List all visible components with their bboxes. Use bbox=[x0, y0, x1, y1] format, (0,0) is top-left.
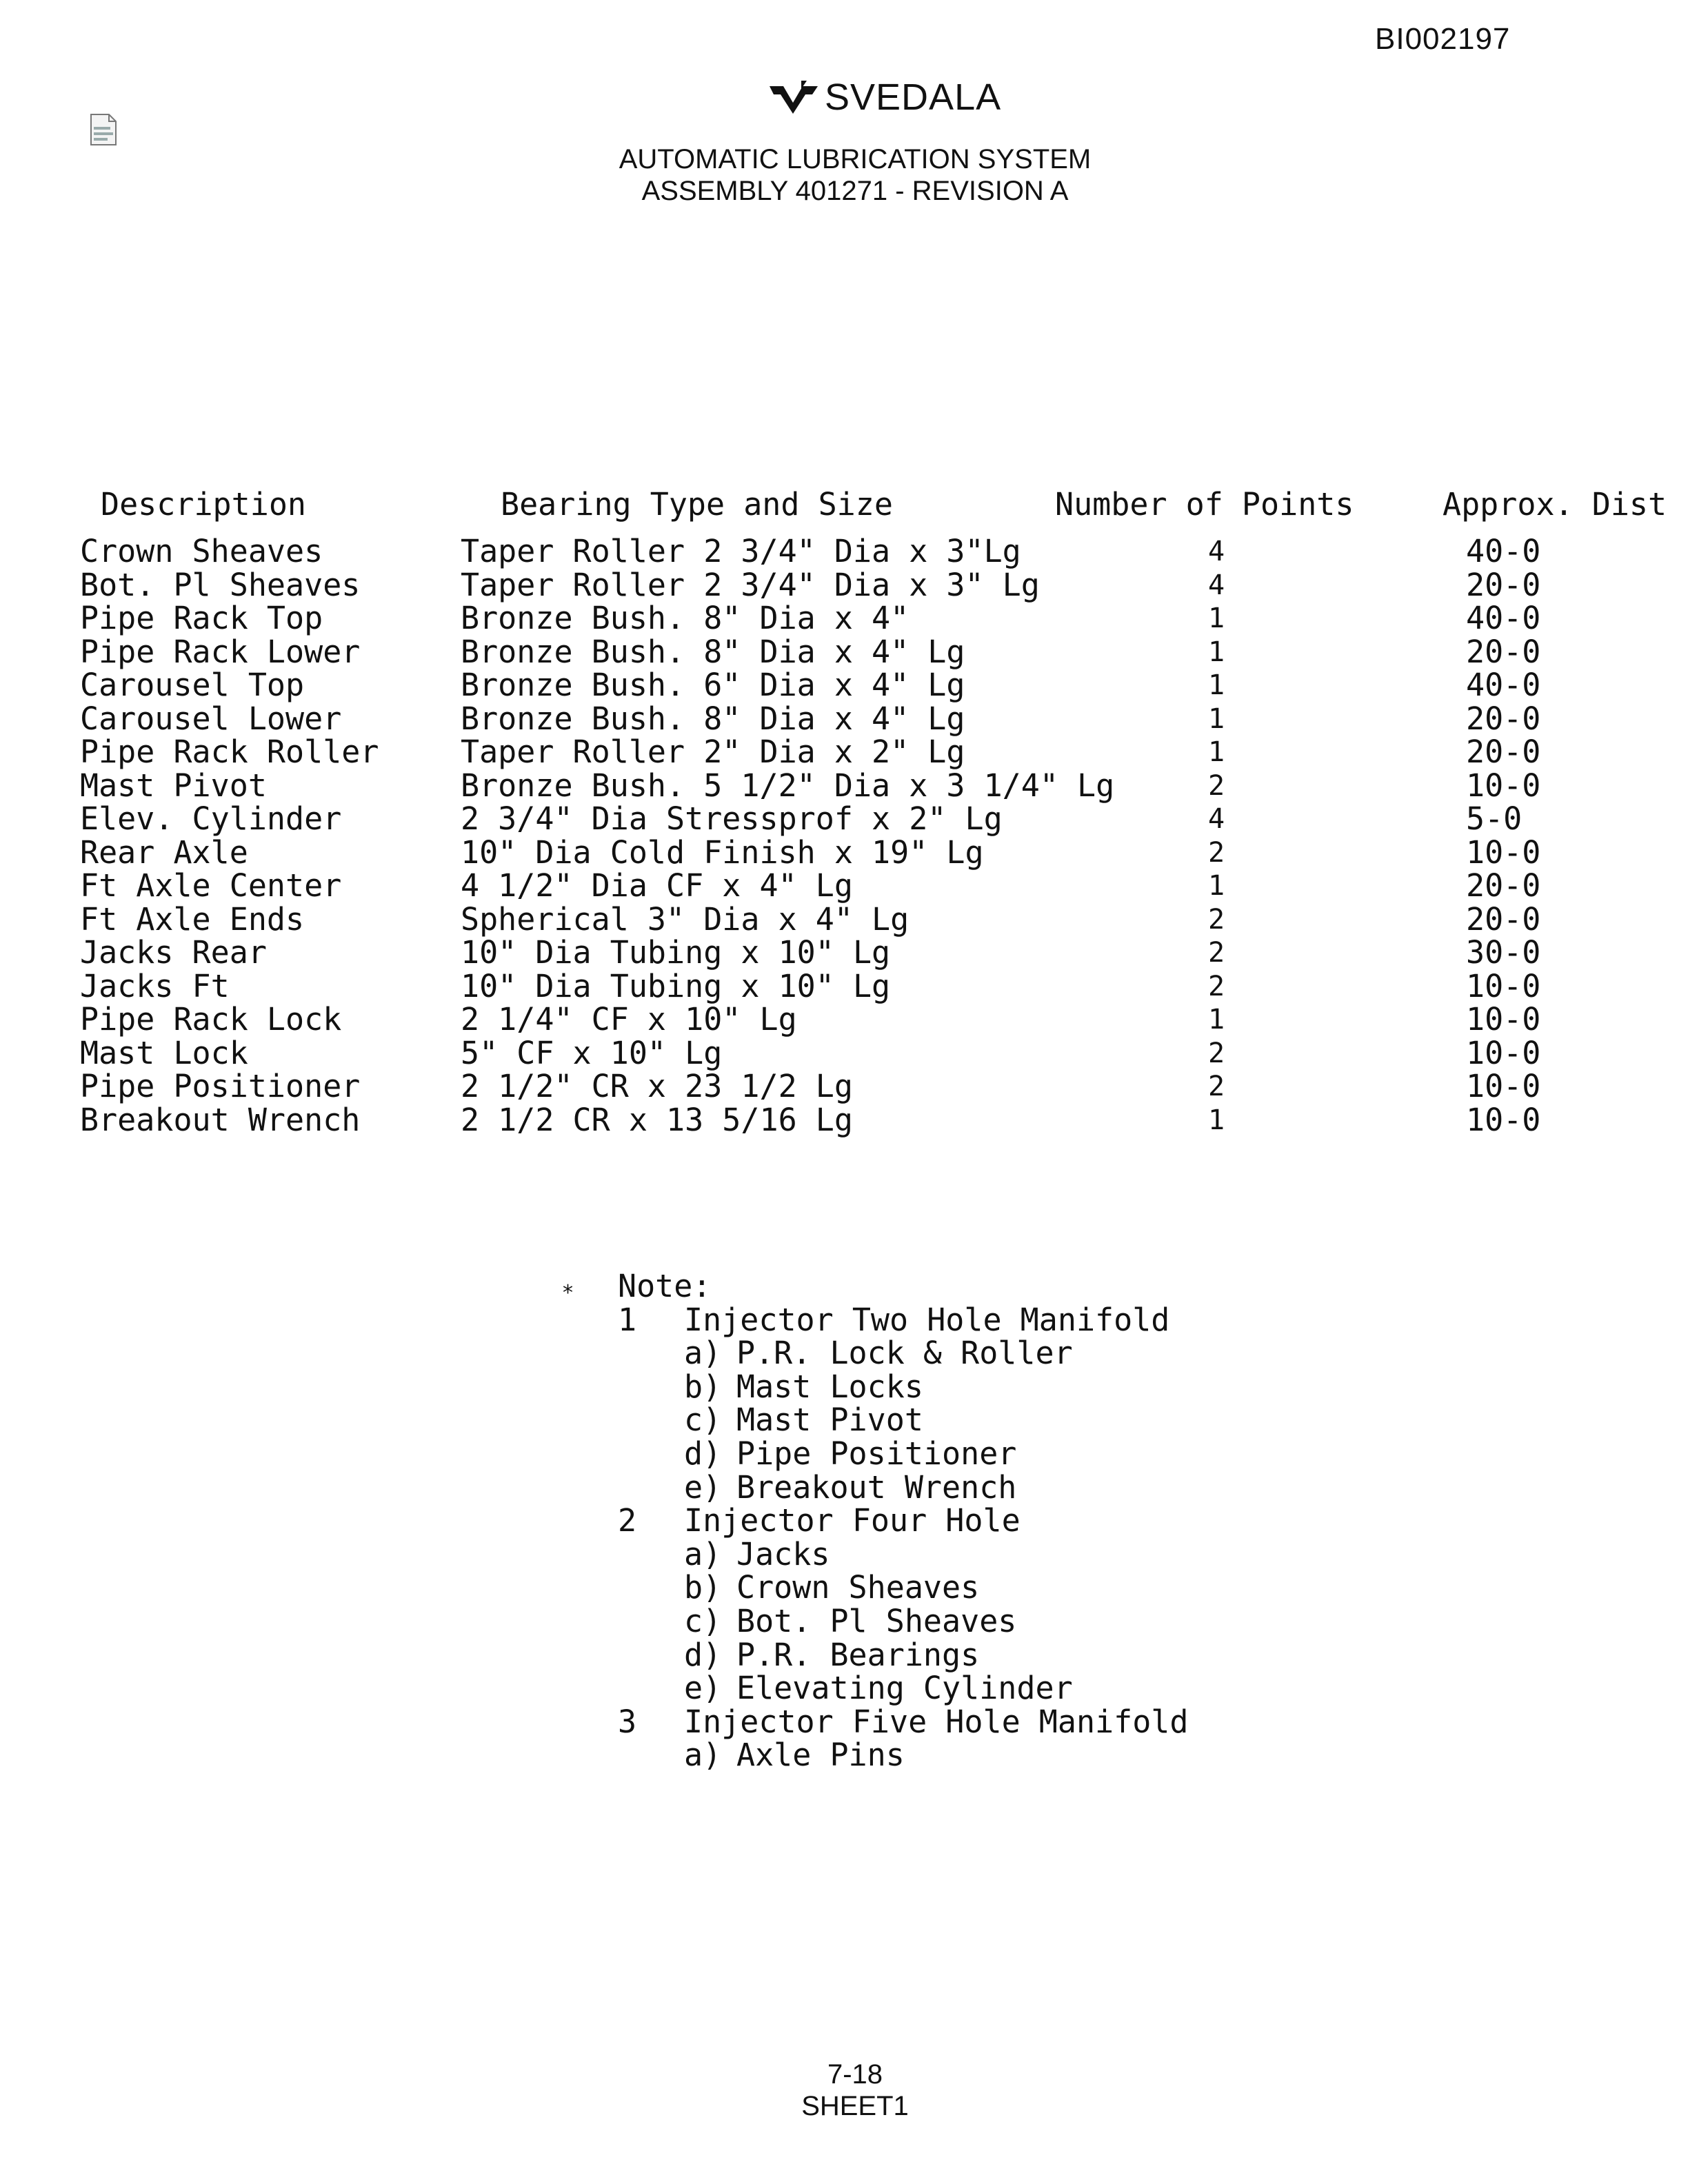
note-group bbox=[618, 1504, 1189, 1538]
row-bearing: Bronze Bush. 8" Dia x 4" Lg bbox=[461, 633, 965, 670]
svedala-chevron-logo-icon bbox=[767, 79, 821, 115]
row-description: Pipe Rack Top bbox=[80, 600, 323, 636]
row-dist: 10-0 bbox=[1466, 767, 1541, 804]
lubrication-table bbox=[0, 535, 1688, 1137]
note-item-text: Pipe Positioner bbox=[736, 1435, 1017, 1472]
table-row bbox=[0, 566, 1688, 603]
row-description: Pipe Rack Lower bbox=[80, 633, 361, 670]
row-dist: 20-0 bbox=[1466, 700, 1541, 737]
note-group bbox=[618, 1703, 1189, 1740]
row-description: Pipe Positioner bbox=[80, 1068, 361, 1104]
note-item bbox=[618, 1739, 1189, 1772]
note-item-letter: a) bbox=[684, 1335, 722, 1372]
row-points: 1 bbox=[1208, 669, 1225, 701]
row-description: Jacks Ft bbox=[80, 967, 230, 1004]
row-dist: 30-0 bbox=[1466, 934, 1541, 971]
row-description: Jacks Rear bbox=[80, 934, 267, 971]
row-dist: 20-0 bbox=[1466, 633, 1541, 670]
row-dist: 40-0 bbox=[1466, 533, 1541, 569]
row-bearing: Taper Roller 2" Dia x 2" Lg bbox=[461, 734, 965, 770]
note-group-number: 3 bbox=[618, 1703, 637, 1740]
note-item-text: P.R. Bearings bbox=[736, 1636, 980, 1673]
note-item-letter: d) bbox=[684, 1636, 722, 1673]
row-points: 1 bbox=[1208, 870, 1225, 902]
row-points: 2 bbox=[1208, 1071, 1225, 1102]
row-points: 1 bbox=[1208, 736, 1225, 768]
note-item bbox=[618, 1672, 1189, 1706]
row-description: Mast Lock bbox=[80, 1034, 248, 1071]
table-row bbox=[0, 869, 1688, 903]
table-row bbox=[0, 936, 1688, 970]
note-item bbox=[618, 1535, 1189, 1573]
note-item-letter: e) bbox=[684, 1670, 722, 1707]
table-row bbox=[0, 535, 1688, 569]
row-points: 4 bbox=[1208, 536, 1225, 567]
row-bearing: 10" Dia Tubing x 10" Lg bbox=[461, 934, 891, 971]
note-item-letter: c) bbox=[684, 1602, 722, 1639]
row-bearing: 2 1/2 CR x 13 5/16 Lg bbox=[461, 1101, 853, 1138]
note-item bbox=[618, 1468, 1189, 1506]
document-id: BI002197 bbox=[1375, 22, 1511, 56]
row-points: 1 bbox=[1208, 1004, 1225, 1035]
page-footer bbox=[0, 2059, 1688, 2122]
note-group-label: Injector Five Hole Manifold bbox=[684, 1703, 1189, 1740]
note-item-letter: c) bbox=[684, 1402, 722, 1439]
row-dist: 10-0 bbox=[1466, 1068, 1541, 1104]
brand-logo bbox=[767, 76, 1001, 119]
row-dist: 10-0 bbox=[1466, 1034, 1541, 1071]
row-points: 2 bbox=[1208, 1037, 1225, 1069]
row-description: Carousel Lower bbox=[80, 700, 342, 737]
row-dist: 10-0 bbox=[1466, 1101, 1541, 1138]
note-item bbox=[618, 1571, 1189, 1605]
sheet-label: SHEET1 bbox=[801, 2091, 909, 2121]
note-item bbox=[618, 1337, 1189, 1371]
row-points: 4 bbox=[1208, 803, 1225, 835]
row-dist: 20-0 bbox=[1466, 900, 1541, 938]
note-item-text: Jacks bbox=[736, 1535, 830, 1573]
column-header-points: Number of Points bbox=[1055, 486, 1354, 523]
column-header-bearing: Bearing Type and Size bbox=[501, 486, 893, 523]
row-description: Bot. Pl Sheaves bbox=[80, 566, 361, 603]
row-bearing: 5" CF x 10" Lg bbox=[461, 1034, 723, 1071]
table-row bbox=[0, 833, 1688, 871]
note-group-number: 1 bbox=[618, 1301, 637, 1338]
note-item bbox=[618, 1368, 1189, 1405]
document-header bbox=[0, 143, 1688, 207]
note-item-text: Bot. Pl Sheaves bbox=[736, 1602, 1017, 1639]
note-item-letter: e) bbox=[684, 1468, 722, 1506]
row-points: 1 bbox=[1208, 702, 1225, 735]
row-description: Breakout Wrench bbox=[80, 1101, 361, 1138]
row-dist: 20-0 bbox=[1466, 867, 1541, 904]
row-bearing: 10" Dia Cold Finish x 19" Lg bbox=[461, 833, 984, 871]
note-item-letter: d) bbox=[684, 1435, 722, 1472]
row-dist: 10-0 bbox=[1466, 967, 1541, 1004]
row-description: Mast Pivot bbox=[80, 767, 267, 804]
header-title: AUTOMATIC LUBRICATION SYSTEM bbox=[619, 144, 1092, 174]
table-row bbox=[0, 602, 1688, 636]
row-bearing: 2 1/4" CF x 10" Lg bbox=[461, 1001, 797, 1038]
brand-name: SVEDALA bbox=[825, 77, 1002, 118]
row-dist: 20-0 bbox=[1466, 734, 1541, 770]
note-item-letter: b) bbox=[684, 1569, 722, 1606]
row-points: 1 bbox=[1208, 636, 1225, 668]
table-row bbox=[0, 802, 1688, 836]
note-item bbox=[618, 1404, 1189, 1437]
table-row bbox=[0, 769, 1688, 803]
row-bearing: Bronze Bush. 8" Dia x 4" Lg bbox=[461, 700, 965, 737]
row-bearing: 2 1/2" CR x 23 1/2 Lg bbox=[461, 1068, 853, 1104]
note-item-text: Mast Locks bbox=[736, 1368, 923, 1405]
column-header-dist: Approx. Dist bbox=[1443, 486, 1667, 523]
note-asterisk: * bbox=[563, 1281, 573, 1305]
table-row bbox=[0, 1003, 1688, 1037]
table-row bbox=[0, 1101, 1688, 1138]
row-description: Pipe Rack Lock bbox=[80, 1001, 342, 1038]
note-item bbox=[618, 1636, 1189, 1673]
row-bearing: Bronze Bush. 6" Dia x 4" Lg bbox=[461, 667, 965, 703]
row-bearing: Taper Roller 2 3/4" Dia x 3" Lg bbox=[461, 566, 1040, 603]
table-row bbox=[0, 967, 1688, 1004]
note-item-letter: a) bbox=[684, 1535, 722, 1573]
note-item-text: P.R. Lock & Roller bbox=[736, 1335, 1073, 1372]
row-points: 2 bbox=[1208, 769, 1225, 802]
row-bearing: Bronze Bush. 5 1/2" Dia x 3 1/4" Lg bbox=[461, 767, 1115, 804]
row-dist: 40-0 bbox=[1466, 667, 1541, 703]
row-dist: 5-0 bbox=[1466, 800, 1523, 837]
note-item bbox=[618, 1602, 1189, 1639]
note-title: Note: bbox=[618, 1268, 712, 1304]
document-icon bbox=[88, 113, 119, 146]
note-item-letter: a) bbox=[684, 1737, 722, 1774]
note-group-number: 2 bbox=[618, 1502, 637, 1539]
row-points: 2 bbox=[1208, 836, 1225, 869]
note-item-letter: b) bbox=[684, 1368, 722, 1405]
header-subtitle: ASSEMBLY 401271 - REVISION A bbox=[641, 176, 1069, 206]
row-dist: 20-0 bbox=[1466, 566, 1541, 603]
row-description: Carousel Top bbox=[80, 667, 305, 703]
row-description: Ft Axle Ends bbox=[80, 900, 305, 938]
row-bearing: 4 1/2" Dia CF x 4" Lg bbox=[461, 867, 853, 904]
column-header-description: Description bbox=[101, 486, 307, 523]
page-number: 7-18 bbox=[827, 2059, 883, 2090]
row-bearing: Spherical 3" Dia x 4" Lg bbox=[461, 900, 910, 938]
row-bearing: 2 3/4" Dia Stressprof x 2" Lg bbox=[461, 800, 1003, 837]
note-group-label: Injector Four Hole bbox=[684, 1502, 1021, 1539]
note-item bbox=[618, 1437, 1189, 1471]
table-row bbox=[0, 1034, 1688, 1071]
row-points: 2 bbox=[1208, 937, 1225, 969]
note-group bbox=[618, 1301, 1189, 1338]
row-dist: 10-0 bbox=[1466, 1001, 1541, 1038]
table-row bbox=[0, 702, 1688, 736]
row-bearing: Taper Roller 2 3/4" Dia x 3"Lg bbox=[461, 533, 1021, 569]
row-points: 2 bbox=[1208, 970, 1225, 1002]
row-bearing: 10" Dia Tubing x 10" Lg bbox=[461, 967, 891, 1004]
row-description: Ft Axle Center bbox=[80, 867, 342, 904]
row-description: Rear Axle bbox=[80, 833, 248, 871]
note-group-label: Injector Two Hole Manifold bbox=[684, 1301, 1170, 1338]
note-section bbox=[618, 1270, 1189, 1772]
row-bearing: Bronze Bush. 8" Dia x 4" bbox=[461, 600, 910, 636]
table-row bbox=[0, 900, 1688, 938]
row-points: 2 bbox=[1208, 903, 1225, 936]
row-points: 1 bbox=[1208, 1104, 1225, 1136]
table-row bbox=[0, 669, 1688, 702]
row-points: 4 bbox=[1208, 569, 1225, 601]
table-row bbox=[0, 633, 1688, 670]
row-dist: 40-0 bbox=[1466, 600, 1541, 636]
row-description: Crown Sheaves bbox=[80, 533, 323, 569]
note-item-text: Axle Pins bbox=[736, 1737, 905, 1774]
table-row bbox=[0, 1070, 1688, 1104]
note-item-text: Breakout Wrench bbox=[736, 1468, 1017, 1506]
row-dist: 10-0 bbox=[1466, 833, 1541, 871]
row-description: Elev. Cylinder bbox=[80, 800, 342, 837]
note-item-text: Crown Sheaves bbox=[736, 1569, 980, 1606]
note-item-text: Elevating Cylinder bbox=[736, 1670, 1073, 1707]
note-item-text: Mast Pivot bbox=[736, 1402, 923, 1439]
row-points: 1 bbox=[1208, 603, 1225, 634]
row-description: Pipe Rack Roller bbox=[80, 734, 379, 770]
table-row bbox=[0, 736, 1688, 769]
